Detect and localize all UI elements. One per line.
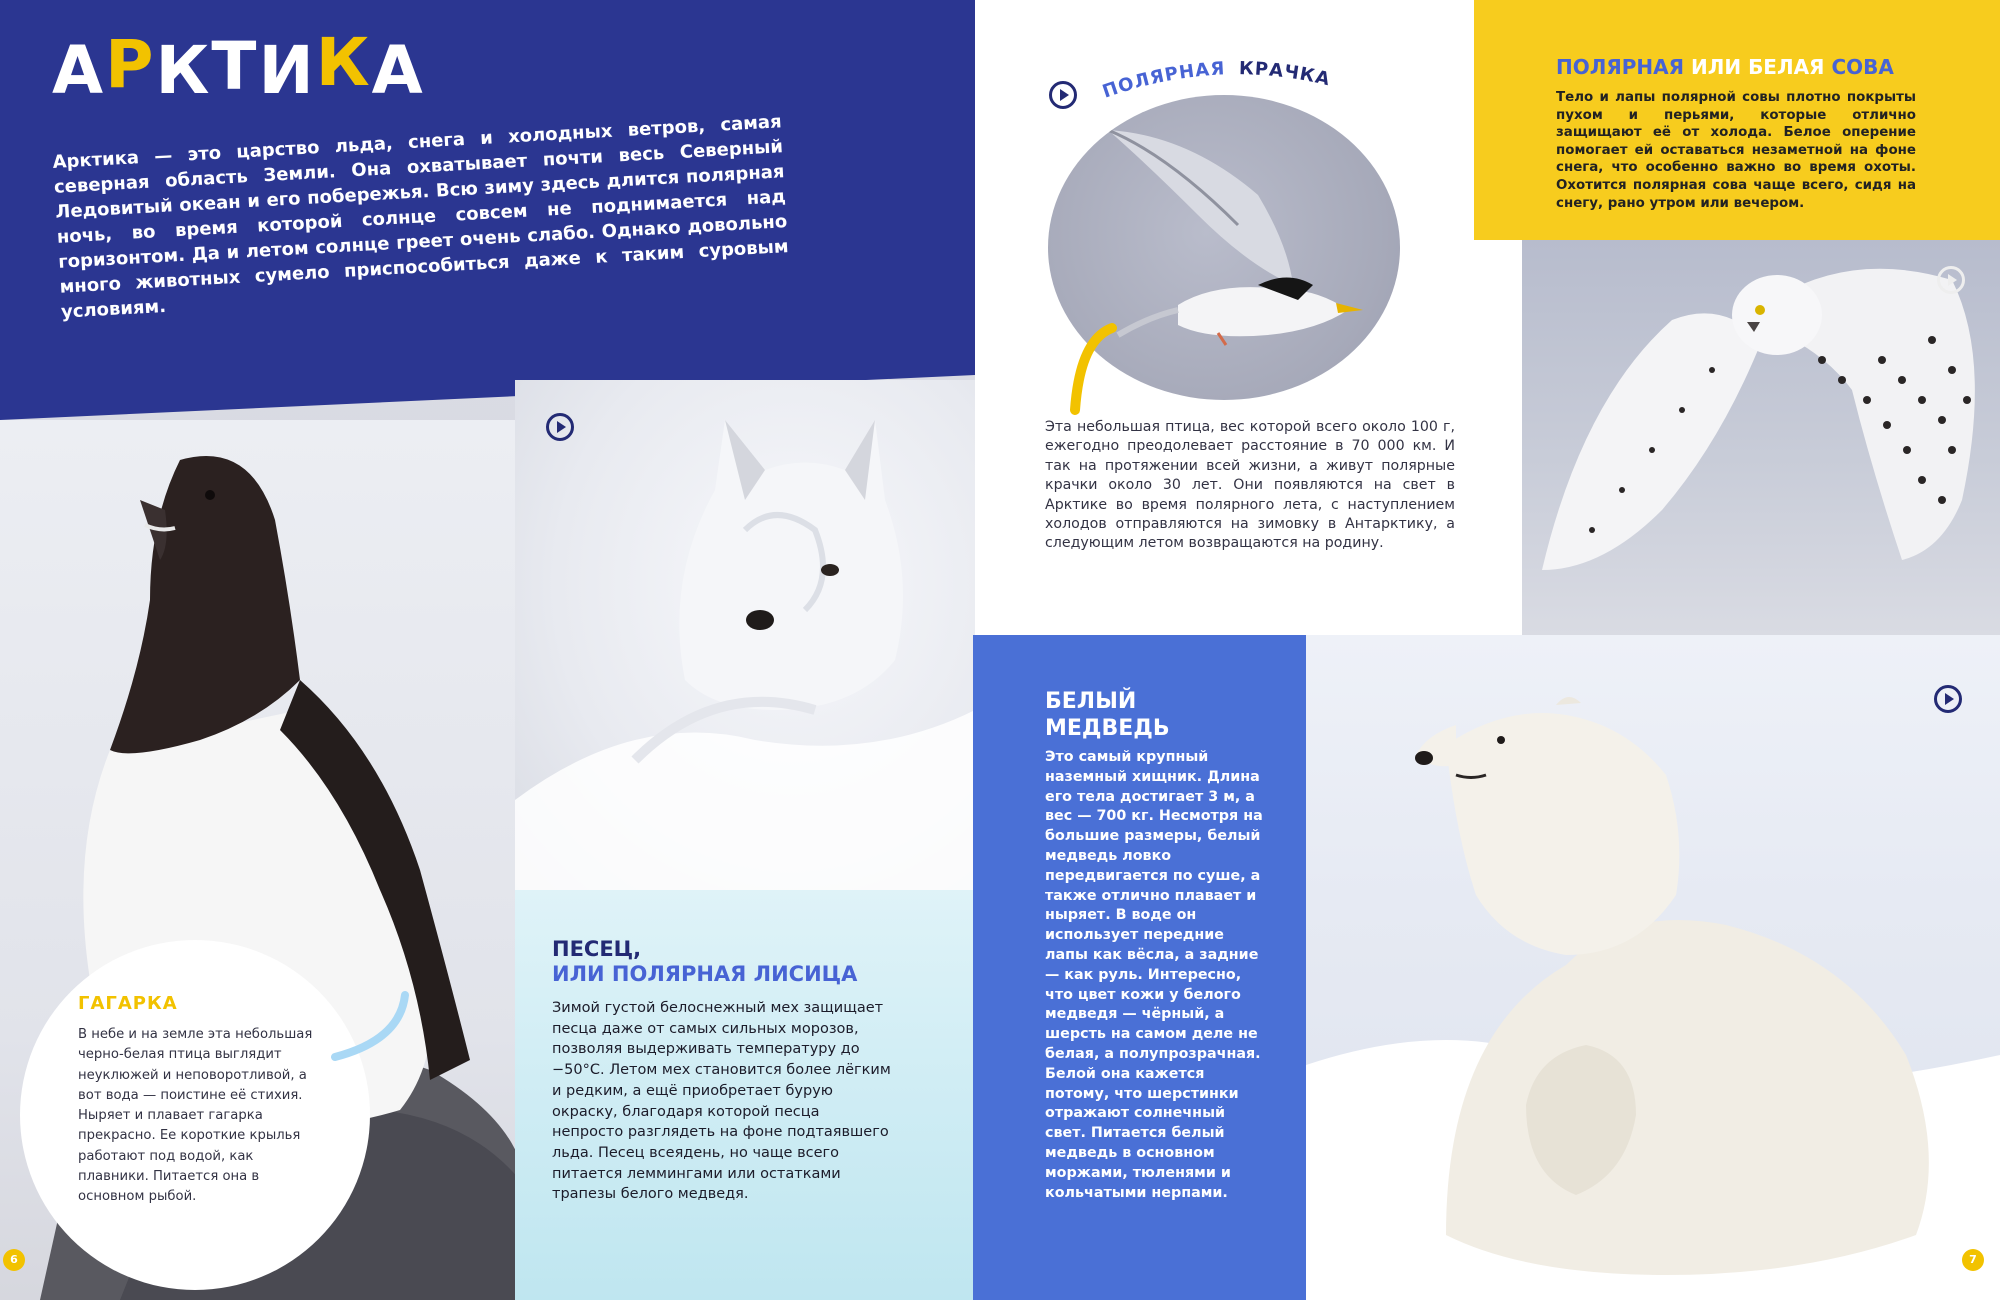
bear-heading-line2: МЕДВЕДЬ: [1045, 716, 1170, 741]
guillemot-text: В небе и на земле эта небольшая черно-белая птица выглядит неуклюжей и неповоротливой, а вот вода — поистине её стихия. Ныряет и плавает гагарка прекрасно. Ее короткие крылья работают под водой, как плавники. Питается она в основном рыбой.: [78, 1027, 313, 1205]
play-icon[interactable]: [1936, 265, 1966, 295]
play-icon[interactable]: [1048, 80, 1078, 110]
owl-text: Тело и лапы полярной совы плотно покрыты пухом и перьями, которые отлично защищают её от холода. Белое оперение помогает ей оставаться незаметной на фоне снега, что особенно важно во время охоты. Охотится полярная сова чаще всего, сидя на снегу, рано утром или вечером.: [1556, 90, 1916, 211]
title-letter: Т: [211, 28, 259, 105]
guillemot-arc-decoration: [320, 985, 420, 1085]
play-icon[interactable]: [1933, 684, 1963, 714]
title-letter: И: [258, 32, 316, 109]
page-number-right: 7: [1962, 1249, 1984, 1271]
tern-heading-word2: КРАЧКА: [1238, 58, 1333, 91]
bear-heading-line1: БЕЛЫЙ: [1045, 689, 1137, 714]
bear-photo: [1306, 635, 2000, 1300]
fox-heading-line1: ПЕСЕЦ,: [552, 937, 642, 961]
fox-photo: [515, 380, 975, 890]
tern-text: Эта небольшая птица, вес которой всего около 100 г, ежегодно преодолевает расстояние в 70 000 км. И так на протяжении всей жизни, а живут полярные крачки около 30 лет. Они появляются на свет в Арктике во время полярного лета, с наступлением холодов отправляются на зимовку в Антарктику, а следующим летом возвращаются на родину.: [1045, 419, 1455, 552]
title-letter: К: [155, 32, 212, 109]
owl-heading-part1: ПОЛЯРНАЯ: [1556, 55, 1685, 79]
owl-heading-part2: ИЛИ: [1691, 55, 1742, 79]
tern-heading-word1: ПОЛЯРНАЯ: [1100, 58, 1226, 103]
play-icon[interactable]: [545, 412, 575, 442]
bear-heading: [1045, 688, 1170, 742]
owl-photo: [1522, 240, 2000, 635]
intro-text: Арктика — это царство льда, снега и холодных ветров, самая северная область Земли. Она охватывает почти весь Северный Ледовитый океан и его побережья. Всю зиму здесь длится полярная ночь, во время которой солнце совсем не поднимается над горизонтом. Да и летом солнце греет очень слабо. Однако довольно много животных сумело приспособиться даже к таким суровым условиям.: [52, 111, 790, 323]
owl-heading-part4: СОВА: [1831, 55, 1894, 79]
bear-text: Это самый крупный наземный хищник. Длина его тела достигает 3 м, а вес — 700 кг. Несмотря на большие размеры, белый медведь ловко передвигается по суше, а также отлично плавает и ныряет. В воде он использует передние лапы как вёсла, а задние — как руль. Интересно, что цвет кожи у белого медведя — чёрный, а шерсть на самом деле не белая, а полупрозрачная. Белой она кажется потому, что шерстинки отражают солнечный свет. Питается белый медведь в основном моржами, тюленями и кольчатыми нерпами.: [1045, 749, 1263, 1201]
title-letter: Р: [105, 26, 156, 103]
owl-heading: [1556, 55, 1894, 79]
guillemot-heading: ГАГАРКА: [78, 993, 178, 1014]
title-letter: А: [52, 32, 106, 109]
fox-heading: [552, 937, 857, 987]
title-letter: А: [371, 32, 425, 109]
fox-text: Зимой густой белоснежный мех защищает песца даже от самых сильных морозов, позволяя выдерживать температуру до −50°С. Летом мех становится более лёгким и редким, а ещё приобретает бурую окраску, благодаря которой песца непросто разглядеть на фоне подтаявшего льда. Песец всеядень, но чаще всего питается леммингами или остатками трапезы белого медведя.: [552, 1000, 891, 1203]
title-letter: К: [315, 24, 372, 101]
owl-heading-part3: БЕЛАЯ: [1748, 55, 1825, 79]
tern-arc-decoration: [1060, 320, 1120, 420]
page-title: [52, 24, 425, 109]
fox-heading-line2: ИЛИ ПОЛЯРНАЯ ЛИСИЦА: [552, 962, 858, 986]
page-number-left: 6: [3, 1249, 25, 1271]
